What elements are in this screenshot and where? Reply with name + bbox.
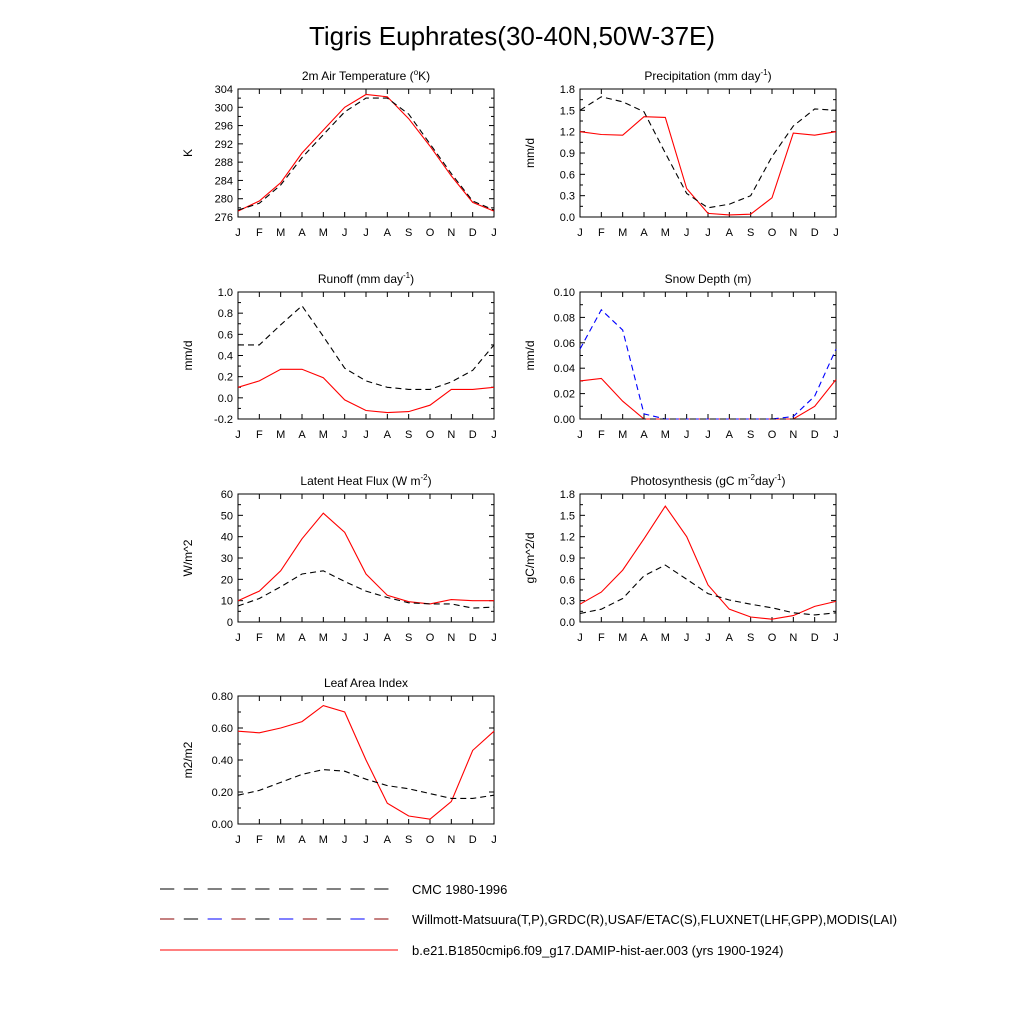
y-axis-label: mm/d: [181, 340, 195, 371]
panel-6: [181, 676, 497, 846]
y-axis-label: m2/m2: [181, 741, 195, 779]
panel-0: [181, 68, 497, 239]
x-tick-label: J: [341, 834, 348, 846]
x-tick-label: N: [447, 429, 456, 441]
x-tick-label: N: [447, 834, 456, 846]
y-tick-label: 0.0: [559, 212, 575, 224]
panel-title-part: Photosynthesis (gC m: [630, 474, 748, 488]
y-tick-label: 0.10: [553, 287, 575, 299]
panel-1: [523, 68, 839, 239]
panel-title: [302, 68, 430, 83]
x-tick-label: O: [767, 632, 777, 644]
x-tick-label: J: [363, 429, 369, 441]
y-tick-label: 0.04: [553, 363, 575, 376]
x-tick-label: J: [577, 632, 583, 644]
x-tick-label: F: [255, 834, 263, 846]
y-axis-label: mm/d: [523, 138, 537, 168]
y-tick-label: -0.2: [214, 414, 233, 426]
x-tick-label: A: [383, 632, 392, 644]
panel-title-sup: o: [413, 68, 419, 77]
panel-title-part: Latent Heat Flux (W m: [300, 474, 421, 488]
y-axis-label: W/m^2: [181, 539, 195, 577]
x-tick-label: D: [810, 632, 819, 644]
x-tick-label: J: [683, 429, 690, 441]
x-tick-label: M: [276, 227, 286, 239]
x-tick-label: J: [683, 632, 690, 644]
x-tick-label: J: [833, 429, 839, 441]
legend: [160, 882, 897, 958]
y-tick-label: 10: [220, 595, 233, 608]
panel-5: [523, 473, 839, 644]
x-tick-label: S: [404, 227, 413, 239]
x-tick-label: M: [318, 429, 328, 441]
y-tick-label: 0.6: [559, 574, 575, 587]
y-tick-label: 296: [214, 120, 233, 133]
y-tick-label: 0.06: [553, 337, 575, 350]
x-tick-label: J: [577, 227, 583, 239]
panel-title-part: 2m Air Temperature (: [301, 69, 414, 83]
y-tick-label: 280: [214, 193, 233, 206]
panel-title-part: Precipitation (mm day: [644, 69, 761, 83]
x-tick-label: M: [660, 227, 670, 239]
x-tick-label: F: [597, 227, 605, 239]
panel-4: [181, 473, 497, 644]
x-tick-label: J: [341, 632, 348, 644]
x-tick-label: J: [833, 227, 839, 239]
panel-title-part: Leaf Area Index: [323, 676, 409, 690]
x-tick-label: A: [383, 429, 392, 441]
y-tick-label: 0.6: [559, 169, 575, 182]
legend-label: Willmott-Matsuura(T,P),GRDC(R),USAF/ETAC(S),FLUXNET(LHF,GPP),MODIS(LAI): [412, 912, 898, 927]
plot-frame: [580, 292, 836, 419]
panel-title-part: day: [755, 474, 775, 488]
x-tick-label: F: [597, 632, 605, 644]
series-line-model: [238, 95, 494, 212]
y-tick-label: 0.40: [211, 755, 233, 767]
x-tick-label: O: [425, 632, 435, 644]
series-line-model: [238, 706, 494, 820]
panel-title-part: ): [410, 272, 415, 286]
panel-title: [631, 473, 786, 488]
series-line-cmc: [238, 306, 494, 390]
plot-frame: [238, 292, 494, 419]
main-title: Tigris Euphrates(30-40N,50W-37E): [308, 21, 716, 51]
legend-label: CMC 1980-1996: [412, 882, 508, 897]
panel-title-part: ): [781, 474, 786, 488]
panel-title-part: Runoff (mm day: [317, 272, 404, 286]
y-tick-label: 40: [220, 531, 233, 544]
x-tick-label: J: [833, 632, 839, 644]
x-tick-label: A: [298, 834, 306, 846]
panel-title-part: K): [418, 69, 431, 83]
series-line-model: [238, 513, 494, 604]
y-tick-label: 1.5: [559, 510, 575, 523]
y-tick-label: 292: [214, 138, 233, 151]
x-tick-label: J: [705, 429, 711, 441]
x-tick-label: D: [468, 834, 477, 846]
legend-item-2: [160, 943, 783, 958]
x-tick-label: S: [404, 632, 413, 644]
x-tick-label: F: [255, 227, 263, 239]
y-tick-label: 60: [220, 489, 233, 501]
y-tick-label: 0.6: [217, 329, 233, 342]
x-tick-label: J: [491, 632, 497, 644]
x-tick-label: A: [725, 632, 734, 644]
y-tick-label: 50: [220, 510, 233, 523]
series-line-model: [580, 117, 836, 215]
x-tick-label: A: [298, 227, 306, 239]
y-tick-label: 0.3: [559, 595, 575, 608]
panel-title-sup: -1: [760, 68, 768, 77]
x-tick-label: D: [468, 429, 477, 441]
x-tick-label: O: [767, 429, 777, 441]
y-axis-label: gC/m^2/d: [523, 532, 537, 584]
x-tick-label: D: [468, 632, 477, 644]
series-line-cmc: [580, 97, 836, 208]
y-tick-label: 0.3: [559, 190, 575, 203]
y-tick-label: 284: [214, 175, 233, 188]
x-tick-label: A: [298, 429, 306, 441]
y-tick-label: 1.5: [559, 105, 575, 118]
x-tick-label: J: [363, 834, 369, 846]
y-tick-label: 30: [220, 553, 233, 565]
plot-frame: [238, 494, 494, 622]
panel-3: [523, 272, 839, 441]
panel-title-sup: -2: [747, 473, 756, 482]
y-axis-label: K: [181, 148, 195, 158]
series-line-model: [238, 369, 494, 412]
x-tick-label: M: [318, 834, 328, 846]
x-tick-label: M: [276, 834, 286, 846]
x-tick-label: J: [235, 632, 241, 644]
y-tick-label: 1.2: [559, 531, 575, 544]
y-tick-label: 0.0: [559, 617, 575, 629]
x-tick-label: N: [789, 429, 798, 441]
series-line-obs: [580, 310, 836, 419]
series-line-cmc: [238, 98, 494, 210]
x-tick-label: O: [425, 227, 435, 239]
y-tick-label: 0.9: [559, 148, 575, 160]
series-line-cmc: [238, 571, 494, 608]
x-tick-label: N: [447, 227, 456, 239]
x-tick-label: N: [447, 632, 456, 644]
x-tick-label: M: [276, 632, 286, 644]
y-tick-label: 0.80: [211, 691, 233, 703]
x-tick-label: S: [404, 429, 413, 441]
series-line-cmc: [580, 565, 836, 615]
x-tick-label: J: [235, 834, 241, 846]
y-tick-label: 1.8: [559, 489, 575, 501]
x-tick-label: S: [746, 632, 755, 644]
x-tick-label: M: [618, 429, 628, 441]
x-tick-label: F: [255, 632, 263, 644]
plot-frame: [580, 89, 836, 217]
series-line-model: [580, 378, 836, 419]
x-tick-label: M: [618, 632, 628, 644]
series-line-cmc: [238, 770, 494, 799]
y-tick-label: 0.0: [217, 392, 233, 405]
panel-title-part: Snow Depth (m): [664, 272, 752, 286]
x-tick-label: O: [767, 227, 777, 239]
y-tick-label: 20: [220, 574, 233, 587]
y-tick-label: 1.2: [559, 126, 575, 139]
x-tick-label: A: [298, 632, 306, 644]
x-tick-label: A: [640, 429, 648, 441]
panel-title-sup: -1: [774, 473, 782, 482]
y-tick-label: 276: [214, 212, 233, 224]
x-tick-label: J: [577, 429, 583, 441]
y-tick-label: 0.60: [211, 723, 233, 735]
y-tick-label: 0.08: [553, 312, 575, 325]
x-tick-label: N: [789, 227, 798, 239]
y-tick-label: 288: [214, 157, 233, 170]
x-tick-label: J: [491, 429, 497, 441]
y-tick-label: 304: [214, 84, 233, 96]
x-tick-label: A: [725, 227, 734, 239]
panel-title: [318, 271, 414, 286]
legend-label: b.e21.B1850cmip6.f09_g17.DAMIP-hist-aer.003 (yrs 1900-1924): [412, 943, 784, 958]
x-tick-label: J: [491, 227, 497, 239]
panel-title: [665, 272, 752, 286]
y-tick-label: 0: [226, 617, 233, 629]
plot-frame: [238, 89, 494, 217]
x-tick-label: J: [705, 632, 711, 644]
x-tick-label: J: [705, 227, 711, 239]
legend-item-1: [160, 912, 897, 927]
x-tick-label: J: [341, 429, 348, 441]
x-tick-label: J: [683, 227, 690, 239]
x-tick-label: A: [640, 227, 648, 239]
panels: [181, 68, 839, 846]
y-tick-label: 0.00: [211, 819, 233, 831]
plot-frame: [580, 494, 836, 622]
y-axis-label: mm/d: [523, 340, 537, 371]
y-tick-label: 0.2: [217, 371, 233, 384]
x-tick-label: M: [318, 227, 328, 239]
y-tick-label: 0.9: [559, 553, 575, 565]
x-tick-label: A: [383, 834, 392, 846]
panel-title: [324, 676, 408, 690]
x-tick-label: J: [235, 429, 241, 441]
x-tick-label: S: [746, 227, 755, 239]
x-tick-label: J: [235, 227, 241, 239]
x-tick-label: N: [789, 632, 798, 644]
x-tick-label: F: [597, 429, 605, 441]
x-tick-label: D: [468, 227, 477, 239]
x-tick-label: M: [660, 429, 670, 441]
y-tick-label: 0.20: [211, 787, 233, 799]
x-tick-label: S: [404, 834, 413, 846]
x-tick-label: D: [810, 429, 819, 441]
panel-title-part: ): [427, 474, 432, 488]
x-tick-label: S: [746, 429, 755, 441]
x-tick-label: M: [660, 632, 670, 644]
x-tick-label: D: [810, 227, 819, 239]
panel-title-part: ): [767, 69, 772, 83]
y-tick-label: 0.4: [217, 350, 233, 363]
x-tick-label: J: [491, 834, 497, 846]
y-tick-label: 0.00: [553, 414, 575, 426]
x-tick-label: F: [255, 429, 263, 441]
panel-title-sup: -2: [420, 473, 428, 482]
y-tick-label: 300: [214, 102, 233, 115]
x-tick-label: A: [725, 429, 734, 441]
y-tick-label: 1.8: [559, 84, 575, 96]
x-tick-label: O: [425, 429, 435, 441]
y-tick-label: 1.0: [217, 287, 233, 299]
x-tick-label: M: [318, 632, 328, 644]
x-tick-label: J: [341, 227, 348, 239]
panel-title: [300, 473, 431, 488]
y-tick-label: 0.02: [553, 388, 575, 401]
series-line-model: [580, 506, 836, 619]
x-tick-label: J: [363, 632, 369, 644]
x-tick-label: A: [640, 632, 648, 644]
x-tick-label: J: [363, 227, 369, 239]
y-tick-label: 0.8: [217, 308, 233, 321]
x-tick-label: O: [425, 834, 435, 846]
panel-title: [644, 68, 771, 83]
legend-item-0: [160, 882, 507, 897]
panel-2: [181, 271, 497, 441]
x-tick-label: M: [618, 227, 628, 239]
x-tick-label: A: [383, 227, 392, 239]
x-tick-label: M: [276, 429, 286, 441]
panel-title-sup: -1: [403, 271, 411, 280]
